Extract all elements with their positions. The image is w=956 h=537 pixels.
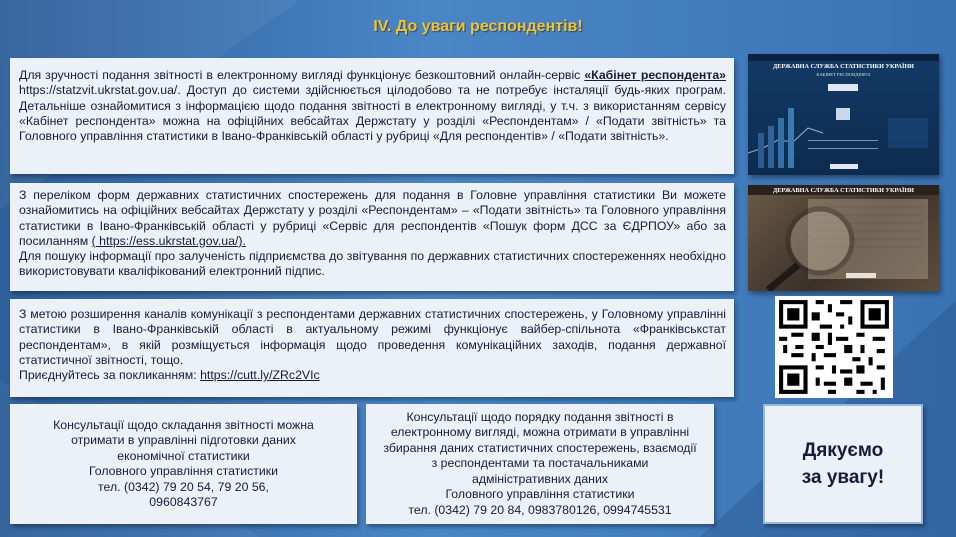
viber-community-box [10,299,734,397]
box4-line: тел. (0342) 79 20 54, 79 20 56, [98,479,269,494]
thank-you-box [763,404,923,524]
box4-line: Консультації щодо складання звітності можна [53,417,314,432]
box4-line: економічної статистики [117,448,250,463]
box5-line: Головного управління статистики [445,487,635,502]
box1-text-after: https://statzvit.ukrstat.gov.ua/. Доступ до системи здійснюється цілодобово та не потребує інсталяції будь-яких програм. Детальніше ознайомитися з інформацією щодо подання звітності в електронному вигляді, у т.ч. з використанням сервісу «Кабінет респондента» можна на офіційних вебсайтах Держстату у розділі «Респондентам» / «Подати звітність» та Головного управління статистики в Івано-Франківській області у рубриці «Для респондентів» / «Подати звітність». [19,83,726,144]
shot1-graphic [748,78,939,175]
box2-text-before: З переліком форм державних статистичних спостережень для подання в Головне управління статистики Ви можете ознайомитись на офіційних вебсайтах Держстату у розділі «Респондентам» – «Подати звітність» та Головного управління статистики в Івано-Франківській області у рубриці «Сервіс для респондентів «Пошук форм ДСС за ЄДРПОУ» або за посиланням [19,188,726,248]
respondent-cabinet-link[interactable]: «Кабінет респондента» [584,68,726,82]
shot1-title: ДЕРЖАВНА СЛУЖБА СТАТИСТИКИ УКРАЇНИ [772,63,914,70]
box5-line: Консультації щодо порядку подання звітності в [406,409,674,424]
box4-line: 0960843767 [149,495,218,509]
thank-you-line2: за увагу! [801,467,885,488]
online-service-info-box [10,58,734,174]
magnifier-graphic [748,195,939,291]
forms-search-screenshot [748,185,939,291]
shot1-subtitle: КАБІНЕТ РЕСПОНДЕНТА [816,72,871,77]
qr-code[interactable] [775,296,893,398]
shot2-title: ДЕРЖАВНА СЛУЖБА СТАТИСТИКИ УКРАЇНИ [772,187,914,194]
box5-line: тел. (0342) 79 20 84, 0983780126, 0994745531 [408,502,672,517]
box5-line: електронному вигляді, можна отримати в управлінні [390,425,690,440]
box5-line: збирання даних статистичних спостережень, взаємодії [383,440,697,455]
economic-stats-consult-box [10,404,357,524]
respondent-cabinet-screenshot [748,54,939,175]
slide-title: IV. До уваги респондентів! [373,18,583,35]
viber-join-link[interactable]: https://cutt.ly/ZRc2VIc [200,368,320,383]
forms-list-info-box [10,183,734,291]
join-label: Приєднуйтесь за покликанням: [19,368,201,383]
box5-line: з респондентами та постачальниками [431,456,649,471]
box5-line: адміністративних даних [472,471,608,486]
box1-text-before: Для зручності подання звітності в електронному вигляді функціонує безкоштовний онлайн-сервіс [19,68,585,82]
electronic-reporting-consult-box [366,404,714,524]
box4-line: отримати в управлінні підготовки даних [71,433,296,447]
ess-link[interactable]: ( https://ess.ukrstat.gov.ua/). [91,233,246,248]
box2-text-second: Для пошуку інформації про залученість підприємства до звітування по державних статистичних спостереженнях необхідно використовувати кваліфікований електронний підпис. [19,249,726,279]
thank-you-line1: Дякуємо [802,440,884,461]
box4-line: Головного управління статистики [88,464,279,478]
box3-text: З метою розширення каналів комунікації з респондентами державних статистичних спостережень, у Головному управлінні статистики в Івано-Франківській області в актуальному режимі функціонує вайбер-спільнота «Франківськстат респондентам», в якій розміщується інформація щодо проведення комунікаційних заходів, подання державної статистичної звітності, тощо. [19,307,726,367]
